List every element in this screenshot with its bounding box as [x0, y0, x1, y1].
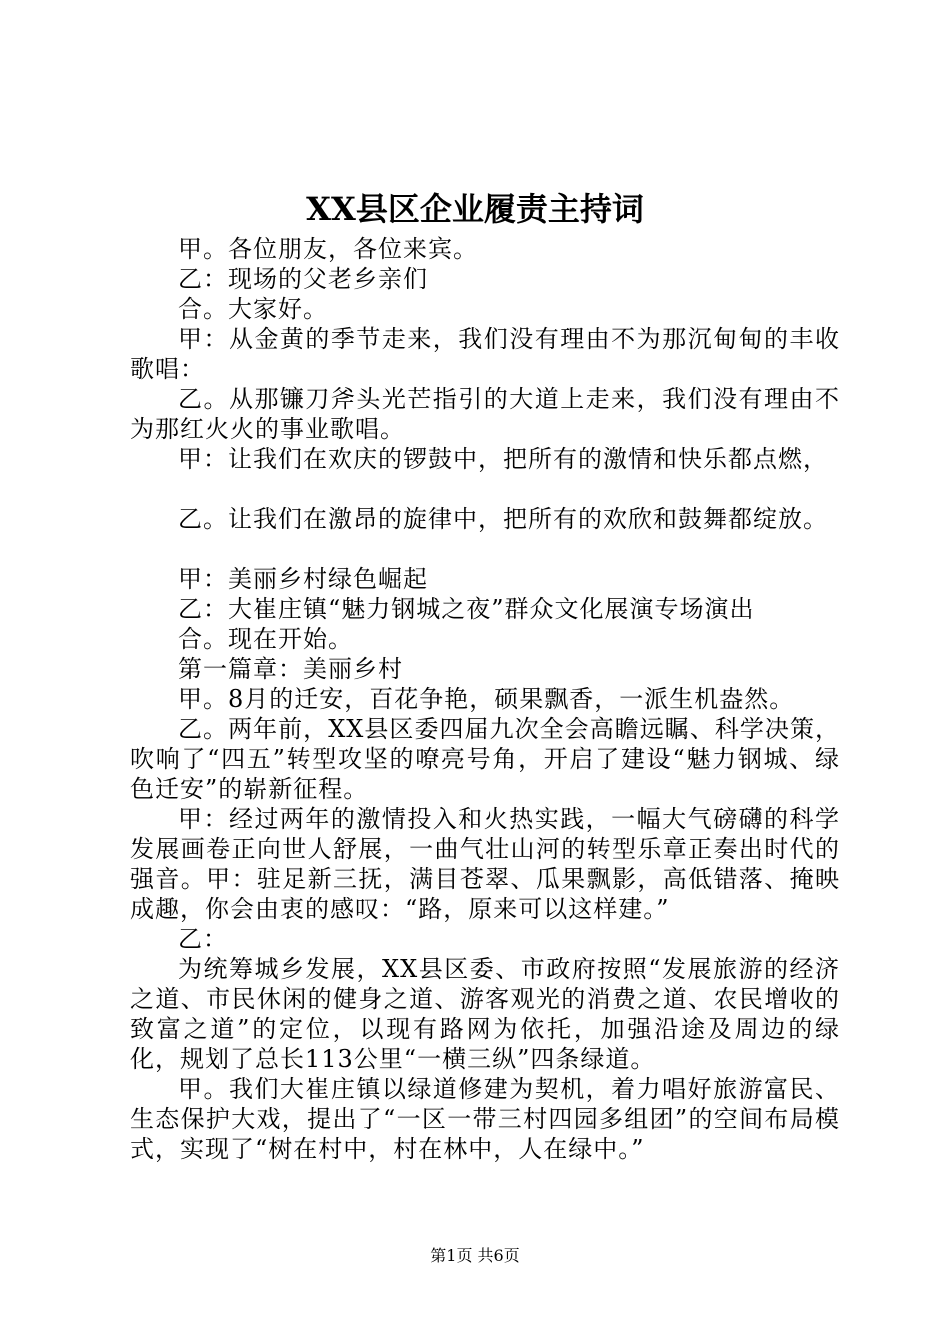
- paragraph: 甲。我们大崔庄镇以绿道修建为契机，着力唱好旅游富民、生态保护大戏，提出了“一区一带三村四园多组团”的空间布局模式，实现了“树在村中，村在林中，人在绿中。”: [130, 1075, 840, 1163]
- paragraph: 乙：现场的父老乡亲们: [178, 265, 428, 293]
- paragraph: 甲：让我们在欢庆的锣鼓中，把所有的激情和快乐都点燃，: [178, 445, 828, 473]
- paragraph: 甲。各位朋友，各位来宾。: [178, 235, 478, 263]
- paragraph: 甲：经过两年的激情投入和火热实践，一幅大气磅礴的科学发展画卷正向世人舒展，一曲气壮山河的转型乐章正奏出时代的强音。甲：驻足新三抚，满目苍翠、瓜果飘影，高低错落、掩映成趣，你会由衷的感叹：“路，原来可以这样建。”: [130, 805, 840, 923]
- paragraph: 乙。让我们在激昂的旋律中，把所有的欢欣和鼓舞都绽放。: [178, 505, 828, 533]
- paragraph: 甲。8月的迁安，百花争艳，硕果飘香，一派生机盎然。: [178, 685, 795, 713]
- paragraph: 乙。两年前，XX县区委四届九次全会高瞻远瞩、科学决策，吹响了“四五”转型攻坚的嘹亮号角，开启了建设“魅力钢城、绿色迁安”的崭新征程。: [130, 715, 840, 803]
- paragraph: 乙。从那镰刀斧头光芒指引的大道上走来，我们没有理由不为那红火火的事业歌唱。: [130, 385, 840, 443]
- page-footer: 第1页 共6页: [430, 1246, 520, 1265]
- document-title: XX县区企业履责主持词: [306, 190, 644, 228]
- paragraph: 甲：从金黄的季节走来，我们没有理由不为那沉甸甸的丰收歌唱：: [130, 325, 840, 383]
- paragraph: 甲：美丽乡村绿色崛起: [178, 565, 428, 593]
- paragraph: 合。现在开始。: [178, 625, 353, 653]
- section-heading: 第一篇章：美丽乡村: [178, 655, 403, 683]
- document-body: [130, 234, 840, 1164]
- paragraph: 合。大家好。: [178, 295, 328, 323]
- paragraph: 为统筹城乡发展，XX县区委、市政府按照“发展旅游的经济之道、市民休闲的健身之道、游客观光的消费之道、农民增收的致富之道”的定位，以现有路网为依托，加强沿途及周边的绿化，规划了总长113公里“一横三纵”四条绿道。: [130, 955, 840, 1073]
- paragraph: 乙：大崔庄镇“魅力钢城之夜”群众文化展演专场演出: [178, 595, 755, 623]
- paragraph: 乙：: [178, 925, 228, 953]
